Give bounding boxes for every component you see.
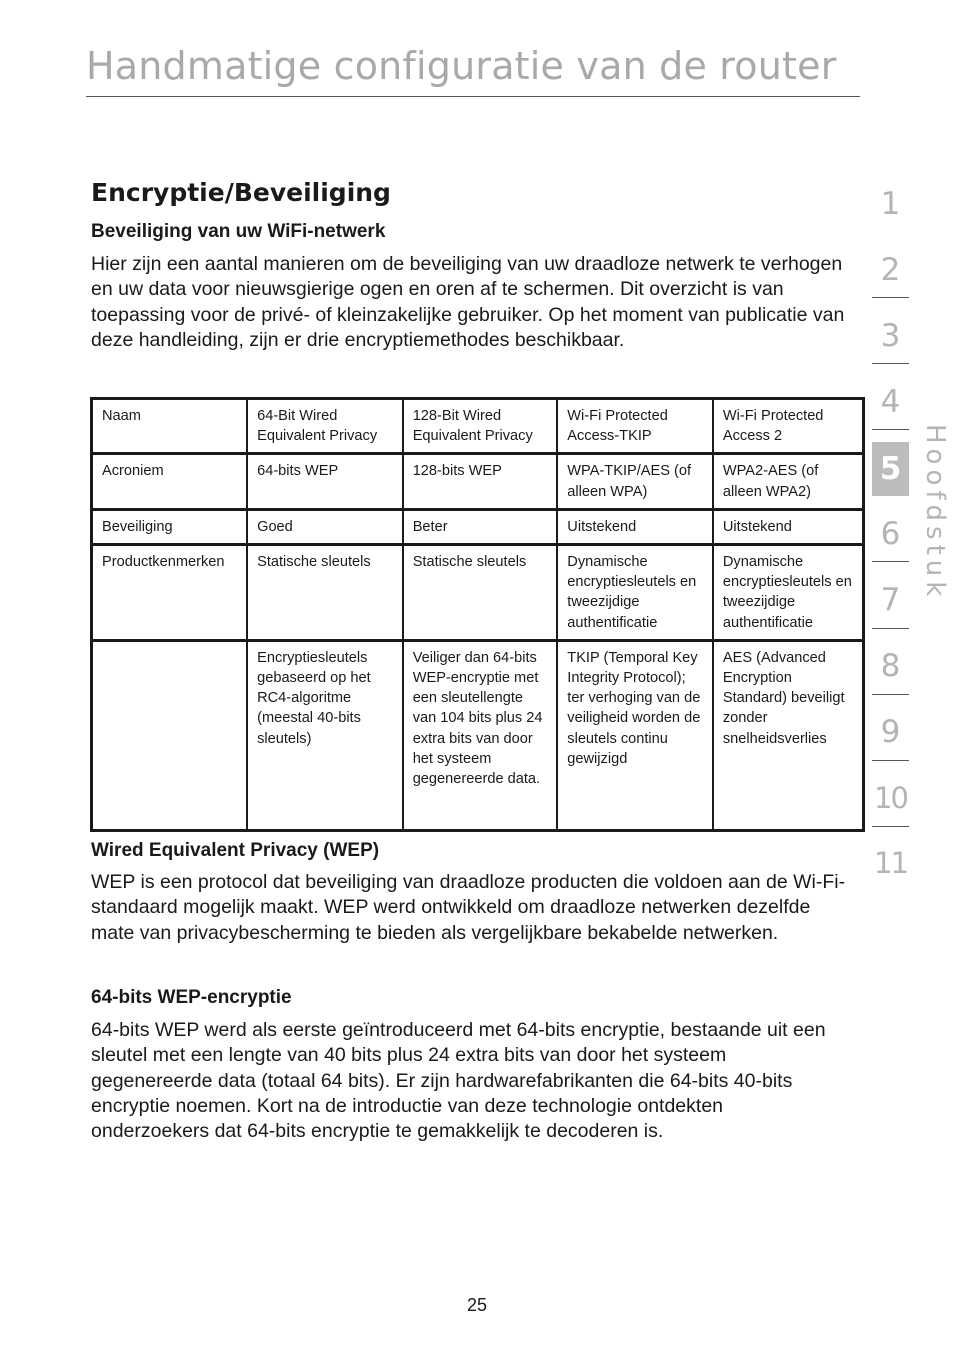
chapter-tab-7[interactable]: 7 [880,582,901,618]
chapter-divider [872,561,909,562]
chapter-divider [872,363,909,364]
chapter-tab-10[interactable]: 10 [874,781,907,815]
table-cell: Statische sleutels [247,545,403,641]
wep-paragraph: WEP is een protocol dat beveiliging van draadloze producten die voldoen aan de Wi-Fi-standaard mogelijk maakt. WEP werd ontwikkeld om draadloze netwerken dezelfde mate van privacybescherming te bieden als vergelijkbare bekabelde netwerken. [91,871,846,944]
table-cell: AES (Advanced Encryption Standard) beveiligt zonder snelheidsverlies [722,649,845,747]
table-row [92,454,864,509]
table-cell: Acroniem [92,454,248,509]
table-cell: 128-Bit Wired Equivalent Privacy [403,399,558,454]
table-cell: Goed [247,509,403,544]
table-cell: WPA-TKIP/AES (of alleen WPA) [557,454,713,509]
table-row [92,545,864,641]
chapter-tab-1[interactable]: 1 [880,186,901,222]
table-cell: 128-bits WEP [403,454,558,509]
chapter-tab-3[interactable]: 3 [880,318,901,354]
chapter-tab-5-active[interactable]: 5 [872,442,909,496]
table-cell: Wi-Fi Protected Access-TKIP [557,399,713,454]
table-cell: TKIP (Temporal Key Integrity Protocol); ter verhoging van de veiligheid worden de sleutels continu gewijzigd [557,640,713,830]
table-cell: Wi-Fi Protected Access 2 [713,399,864,454]
table-cell: 64-bits WEP [247,454,403,509]
table-cell: Beveiliging [92,509,248,544]
encryption-comparison-table [90,397,865,832]
chapter-tab-8[interactable]: 8 [880,648,901,684]
subheading-wifi-security: Beveiliging van uw WiFi-netwerk [91,221,386,242]
table-cell: Encryptiesleutels gebaseerd op het RC4-algoritme (meestal 40-bits sleutels) [247,640,403,830]
intro-paragraph: Hier zijn een aantal manieren om de beveiliging van uw draadloze netwerk te verhogen en uw data voor nieuwsgierige ogen en oren af te schermen. Dit overzicht is van toepassing voor de privé- of kleinzakelijke gebruiker. Op het moment van publicatie van deze handleiding, zijn er drie encryptiemethodes beschikbaar. [91,253,845,351]
chapter-divider [872,628,909,629]
subheading-wep: Wired Equivalent Privacy (WEP) [91,840,380,861]
table-cell: Naam [92,399,248,454]
64bit-wep-paragraph: 64-bits WEP werd als eerste geïntroduceerd met 64-bits encryptie, bestaande uit een sleutel met een lengte van 40 bits plus 24 extra bits van door het systeem gegenereerde data (totaal 64 bits). Er zijn hardwarefabrikanten die 64-bits 40-bits encryptie noemen. Kort na de introductie van deze technologie ontdekten onderzoekers dat 64-bits encryptie te gemakkelijk te decoderen is. [91,1019,826,1143]
table-cell: Beter [403,509,558,544]
table-row [92,509,864,544]
chapter-tab-4[interactable]: 4 [880,384,901,420]
chapter-divider [872,297,909,298]
chapter-side-label: Hoofdstuk [920,424,950,602]
table-cell: Productkenmerken [92,545,248,641]
page-header-title: Handmatige configuratie van de router [86,44,837,88]
header-rule [86,96,860,97]
table-cell [92,640,248,830]
chapter-divider [872,760,909,761]
page-number: 25 [466,1295,488,1315]
subheading-64bit-wep: 64-bits WEP-encryptie [91,987,292,1008]
table-cell: Uitstekend [713,509,864,544]
table-cell: 64-Bit Wired Equivalent Privacy [247,399,403,454]
chapter-divider [872,694,909,695]
table-cell: Veiliger dan 64-bits WEP-encryptie met een sleutellengte van 104 bits plus 24 extra bits van door het systeem gegenereerde data. [403,640,558,830]
chapter-tab-11[interactable]: 11 [874,846,907,880]
table-cell: WPA2-AES (of alleen WPA2) [713,454,864,509]
section-title: Encryptie/Beveiliging [91,178,391,207]
table-cell: Uitstekend [557,509,713,544]
table-cell: Dynamische encryptiesleutels en tweezijdige authentificatie [557,545,713,641]
chapter-tab-2[interactable]: 2 [880,252,901,288]
table-cell: Dynamische encryptiesleutels en tweezijdige authentificatie [713,545,864,641]
chapter-divider [872,826,909,827]
chapter-divider [872,429,909,430]
chapter-tab-9[interactable]: 9 [880,714,901,750]
table-row [92,640,864,830]
chapter-tab-6[interactable]: 6 [880,516,901,552]
table-row [92,399,864,454]
table-cell: Statische sleutels [403,545,558,641]
